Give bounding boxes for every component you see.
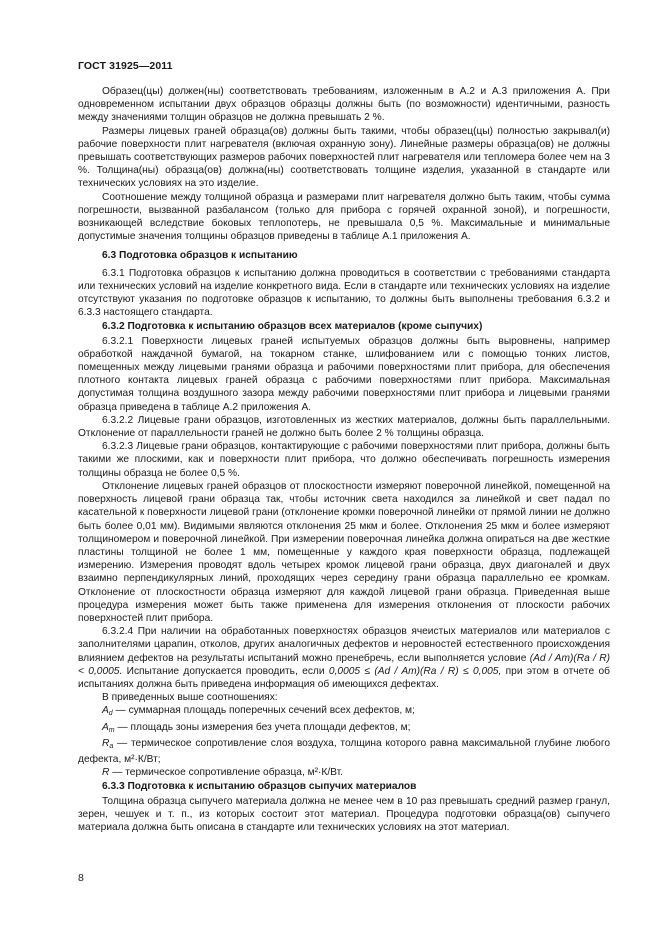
symbol-a: A: [102, 721, 109, 733]
paragraph-6-3-2-2: 6.3.2.2 Лицевые грани образцов, изготовленных из жестких материалов, должны быть параллельными. Отклонение от параллельности граней не должно быть более 2 % толщины образца.: [78, 414, 610, 440]
symbol-a: A: [102, 705, 109, 717]
formula-condition-1: (Ad / Am)(Ra / R) < 0,0005.: [78, 652, 610, 677]
paragraph-6-3-2-4-text: 6.3.2.4 При наличии на обработанных поверхностях образцов ячеистых материалов или материалов с заполнителями царапин, отколов, других аналогичных дефектов и неровностей естественного происхождения влиянием дефектов на результаты испытаний можно пренебречь, если выполняется условие: [78, 626, 610, 664]
definition-ra: [78, 737, 610, 766]
paragraph-thickness-ratio: Соотношение между толщиной образца и размерами плит нагревателя должно быть таким, чтобы сумма погрешности, вызванной разбалансом (только для прибора с горячей охранной зоной), и погрешности, возникающей вследствие боковых теплопотерь, не превышала 0,5 %. Максимальные и минимальные допустимые значения толщины образцов приведены в таблице А.1 приложения А.: [78, 191, 610, 243]
paragraph-6-3-3: Толщина образца сыпучего материала должна не менее чем в 10 раз превышать средний размер гранул, зерен, чешуек и т. п., из которых состоит этот материал. Процедура подготовки образца(ов) сыпучего материала должна быть описана в стандарте или технических условиях на этот материал.: [78, 795, 610, 833]
paragraph-flatness-measurement: Отклонение лицевых граней образцов от плоскостности измеряют поверочной линейкой, помещенной на поверхность лицевой грани образца так, чтобы источник света находился за линейкой и свет падал по касательной к поверхности лицевой грани (отклонение кромки поверочной линейки от прямой линии не должно быть более 0,01 мм). Видимыми являются отклонения 25 мкм и более. Отклонения 25 мкм и более измеряют толщиномером и поверочной линейкой. При измерении поверочная линейка должна опираться на две жесткие пластины толщиной не более 1 мм, помещенные у каждого края поверхности образца, подлежащей измерению. Измерения проводят вдоль четырех кромок лицевой грани образца, двух диагоналей и двух взаимно перпендикулярных линий, проходящих через середину грани образца параллельно ее кромкам. Отклонение от плоскостности образца измеряют для каждой лицевой грани образца. Приведенная выше процедура измерения может быть также применена для измерения отклонения от плоскости рабочих поверхностей плит прибора.: [78, 480, 610, 624]
subscript-m: m: [108, 726, 115, 734]
standard-header: ГОСТ 31925—2011: [78, 60, 173, 72]
paragraph-sample-requirements: Образец(цы) должен(ны) соответствовать требованиям, изложенным в А.2 и А.3 приложения А. При одновременном испытании двух образцов образцы должны быть (по возможности) идентичными, разность между значениями толщин образцов не должна превышать 2 %.: [78, 86, 610, 124]
paragraph-6-3-2-4-report: при этом в отчете об испытаниях должна быть приведена информация об имеющихся дефектах.: [78, 665, 610, 690]
paragraph-6-3-2-3: 6.3.2.3 Лицевые грани образцов, контактирующие с рабочими поверхностями плит прибора, должны быть такими же плоскими, как и поверхности плит прибора, что должно обеспечивать погрешность измерения толщины образца не более 0,5 %.: [78, 441, 610, 479]
definition-ad-text: — суммарная площадь поперечных сечений всех дефектов, м;: [115, 705, 415, 717]
paragraph-6-3-2-4-allowed: Испытание допускается проводить, если: [126, 665, 325, 677]
paragraph-6-3-2-1: 6.3.2.1 Поверхности лицевых граней испытуемых образцов должны быть выровнены, например обработкой наждачной бумагой, на токарном станке, шлифованием или с помощью тонких листов, помещенных между лицевыми гранями образца и рабочими поверхностями плит прибора, для обеспечения плотного контакта лицевых граней образца с рабочими поверхностями плит прибора. Максимальная допустимая толщина воздушного зазора между рабочими поверхностями плит прибора и лицевыми гранями образца приведена в таблице А.2 приложения А.: [78, 335, 610, 413]
symbol-r: R: [102, 737, 110, 749]
subscript-a: a: [109, 742, 114, 750]
paragraph-sample-dimensions: Размеры лицевых граней образца(ов) должны быть такими, чтобы образец(цы) полностью закрывал(и) рабочие поверхности плит нагревателя (включая охранную зону). Линейные размеры образца(ов) не должны превышать соответствующих размеров рабочих поверхностей плит нагревателя или тепломера более чем на 3 %. Толщина(ны) образца(ов) должна(ны) соответствовать толщине изделия, указанной в стандарте или технических условиях на это изделие.: [78, 125, 610, 190]
definition-am: [78, 721, 610, 737]
section-heading-6-3: 6.3 Подготовка образцов к испытанию: [102, 250, 298, 262]
formula-condition-2: 0,0005 ≤ (Ad / Am)(Ra / R) ≤ 0,005,: [328, 665, 502, 677]
definition-r: [78, 766, 610, 779]
definition-ad: [78, 704, 610, 720]
definition-am-text: — площадь зоны измерения без учета площади дефектов, м;: [117, 721, 411, 733]
page-number: 8: [78, 872, 84, 884]
section-heading-6-3-3: 6.3.3 Подготовка к испытанию образцов сыпучих материалов: [102, 781, 417, 793]
subscript-d: d: [108, 710, 113, 718]
definition-ra-text: — термическое сопротивление слоя воздуха, толщина которого равна максимальной глубине любого дефекта, м²·К/Вт;: [78, 737, 610, 765]
document-body: [78, 85, 610, 834]
section-heading-6-3-2: 6.3.2 Подготовка к испытанию образцов всех материалов (кроме сыпучих): [102, 321, 483, 333]
paragraph-6-3-1: 6.3.1 Подготовка образцов к испытанию должна проводиться в соответствии с требованиями стандарта или технических условий на изделие конкретного вида. Если в стандарте или технических условиях на изделие отсутствуют указания по подготовке образцов к испытанию, то должны быть выполнены требования 6.3.2 и 6.3.3 настоящего стандарта.: [78, 267, 610, 319]
definitions-intro: В приведенных выше соотношениях:: [102, 692, 278, 704]
paragraph-6-3-2-4: [78, 625, 610, 691]
definition-r-text: — термическое сопротивление образца, м²·К/Вт.: [112, 767, 343, 779]
symbol-r: R: [102, 767, 110, 779]
